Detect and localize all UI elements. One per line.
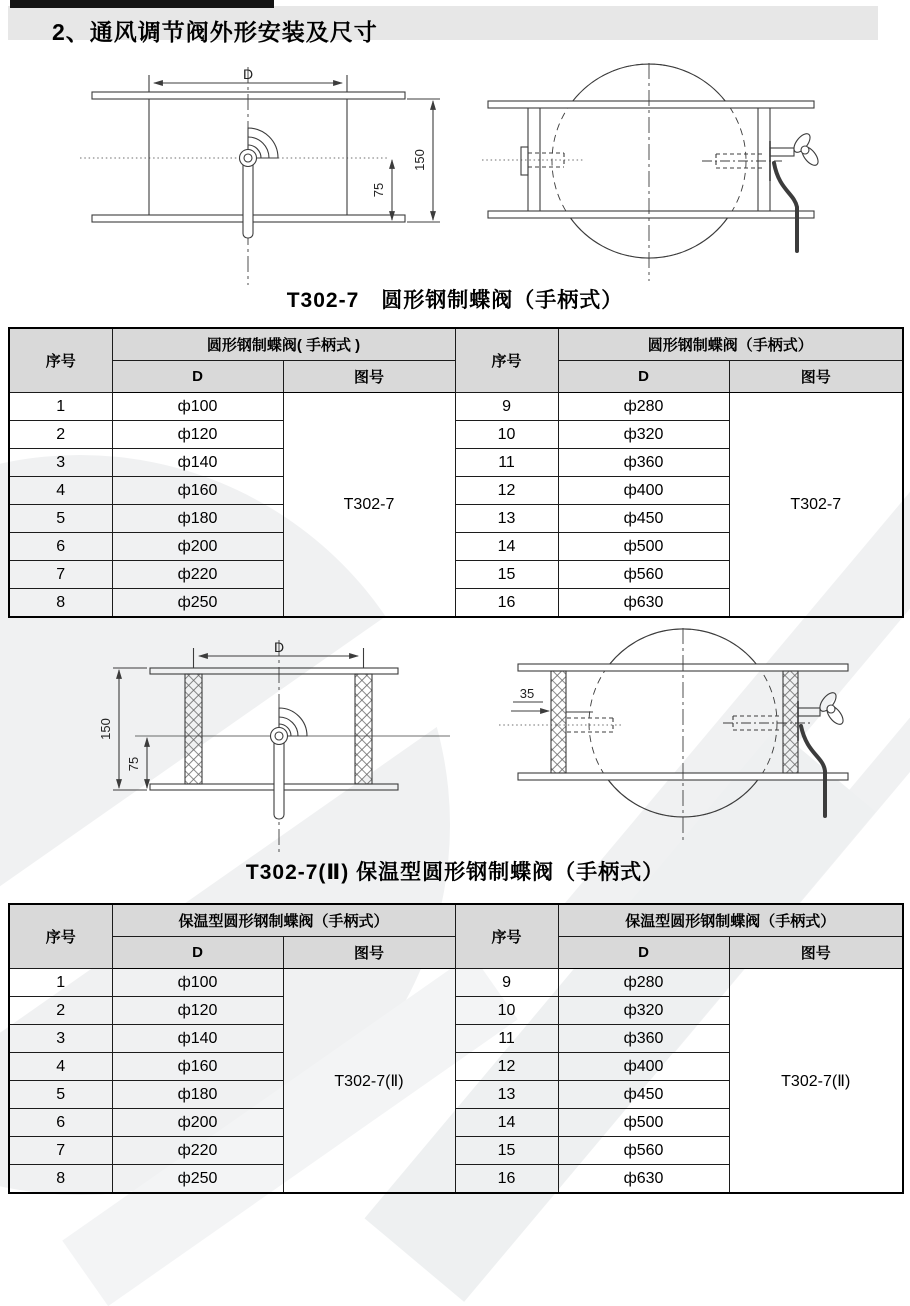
cell-diameter: ф160	[112, 477, 283, 505]
col-header-figure: 图号	[283, 937, 455, 969]
cell-index: 5	[9, 505, 112, 533]
col-header-d: D	[558, 361, 729, 393]
cell-index: 13	[455, 505, 558, 533]
cell-diameter: ф200	[112, 1109, 283, 1137]
cell-index: 2	[9, 421, 112, 449]
cell-index: 16	[455, 1165, 558, 1194]
drawing-valve-side-view	[50, 55, 450, 295]
cell-index: 15	[455, 561, 558, 589]
dim-label-d: D	[273, 639, 285, 655]
cell-index: 3	[9, 449, 112, 477]
group-header-right: 保温型圆形钢制蝶阀（手柄式）	[558, 904, 903, 937]
cell-index: 9	[455, 393, 558, 421]
cell-index: 2	[9, 997, 112, 1025]
cell-diameter: ф400	[558, 477, 729, 505]
col-header-index: 序号	[455, 904, 558, 969]
cell-index: 8	[9, 1165, 112, 1194]
cell-diameter: ф220	[112, 1137, 283, 1165]
dim-label-75: 75	[371, 182, 386, 198]
col-header-d: D	[112, 361, 283, 393]
cell-diameter: ф500	[558, 533, 729, 561]
cell-index: 12	[455, 477, 558, 505]
spec-table-plain-valve	[8, 327, 904, 618]
cell-diameter: ф160	[112, 1053, 283, 1081]
col-header-figure: 图号	[729, 361, 903, 393]
cell-diameter: ф450	[558, 1081, 729, 1109]
cell-index: 15	[455, 1137, 558, 1165]
figure-butterfly-valve	[50, 55, 864, 295]
cell-diameter: ф120	[112, 421, 283, 449]
table-row	[9, 969, 903, 997]
cell-diameter: ф400	[558, 1053, 729, 1081]
cell-index: 1	[9, 969, 112, 997]
cell-diameter: ф560	[558, 1137, 729, 1165]
cell-figure-no: T302-7(Ⅱ)	[729, 969, 903, 1194]
cell-index: 14	[455, 533, 558, 561]
cell-diameter: ф180	[112, 505, 283, 533]
figure-insulated-butterfly-valve	[55, 616, 903, 861]
dim-label-75: 75	[126, 756, 141, 772]
dim-label-35: 35	[519, 686, 535, 701]
cell-diameter: ф200	[112, 533, 283, 561]
dim-label-d: D	[242, 66, 254, 82]
col-header-index: 序号	[9, 328, 112, 393]
cell-diameter: ф320	[558, 421, 729, 449]
spec-table-insulated-valve	[8, 903, 904, 1194]
group-header-right: 圆形钢制蝶阀（手柄式）	[558, 328, 903, 361]
group-header-left: 保温型圆形钢制蝶阀（手柄式）	[112, 904, 455, 937]
dim-label-150: 150	[412, 149, 427, 171]
col-header-index: 序号	[455, 328, 558, 393]
cell-diameter: ф560	[558, 561, 729, 589]
cell-index: 9	[455, 969, 558, 997]
cell-figure-no: T302-7(Ⅱ)	[283, 969, 455, 1194]
drawing-insulated-valve-side-view	[55, 616, 475, 861]
cell-index: 4	[9, 1053, 112, 1081]
col-header-figure: 图号	[729, 937, 903, 969]
title-accent-bar	[10, 0, 274, 8]
cell-diameter: ф140	[112, 1025, 283, 1053]
cell-index: 8	[9, 589, 112, 618]
cell-index: 7	[9, 561, 112, 589]
cell-diameter: ф280	[558, 393, 729, 421]
cell-index: 14	[455, 1109, 558, 1137]
cell-index: 6	[9, 533, 112, 561]
drawing-valve-front-view	[464, 55, 864, 295]
cell-diameter: ф630	[558, 1165, 729, 1194]
cell-diameter: ф120	[112, 997, 283, 1025]
cell-diameter: ф180	[112, 1081, 283, 1109]
cell-diameter: ф630	[558, 589, 729, 618]
cell-index: 7	[9, 1137, 112, 1165]
dim-label-150: 150	[98, 718, 113, 740]
cell-index: 12	[455, 1053, 558, 1081]
cell-index: 3	[9, 1025, 112, 1053]
cell-diameter: ф100	[112, 393, 283, 421]
col-header-d: D	[558, 937, 729, 969]
cell-diameter: ф220	[112, 561, 283, 589]
cell-diameter: ф100	[112, 969, 283, 997]
figure1-caption: T302-7 圆形钢制蝶阀（手柄式）	[286, 289, 624, 312]
cell-diameter: ф320	[558, 997, 729, 1025]
cell-figure-no: T302-7	[283, 393, 455, 618]
col-header-index: 序号	[9, 904, 112, 969]
cell-index: 5	[9, 1081, 112, 1109]
cell-index: 10	[455, 421, 558, 449]
drawing-insulated-valve-front-view	[483, 616, 903, 861]
col-header-figure: 图号	[283, 361, 455, 393]
cell-index: 11	[455, 449, 558, 477]
cell-diameter: ф450	[558, 505, 729, 533]
cell-diameter: ф140	[112, 449, 283, 477]
cell-diameter: ф500	[558, 1109, 729, 1137]
table-row	[9, 393, 903, 421]
cell-diameter: ф280	[558, 969, 729, 997]
cell-index: 11	[455, 1025, 558, 1053]
cell-diameter: ф360	[558, 1025, 729, 1053]
figure2-caption: T302-7(Ⅱ) 保温型圆形钢制蝶阀（手柄式）	[245, 861, 665, 884]
cell-diameter: ф250	[112, 589, 283, 618]
cell-diameter: ф360	[558, 449, 729, 477]
page-title-bar	[8, 6, 878, 45]
col-header-d: D	[112, 937, 283, 969]
cell-index: 13	[455, 1081, 558, 1109]
cell-index: 16	[455, 589, 558, 618]
cell-index: 10	[455, 997, 558, 1025]
cell-index: 4	[9, 477, 112, 505]
page-title: 2、通风调节阀外形安装及尺寸	[52, 19, 378, 45]
cell-figure-no: T302-7	[729, 393, 903, 618]
cell-diameter: ф250	[112, 1165, 283, 1194]
cell-index: 1	[9, 393, 112, 421]
cell-index: 6	[9, 1109, 112, 1137]
group-header-left: 圆形钢制蝶阀( 手柄式 )	[112, 328, 455, 361]
